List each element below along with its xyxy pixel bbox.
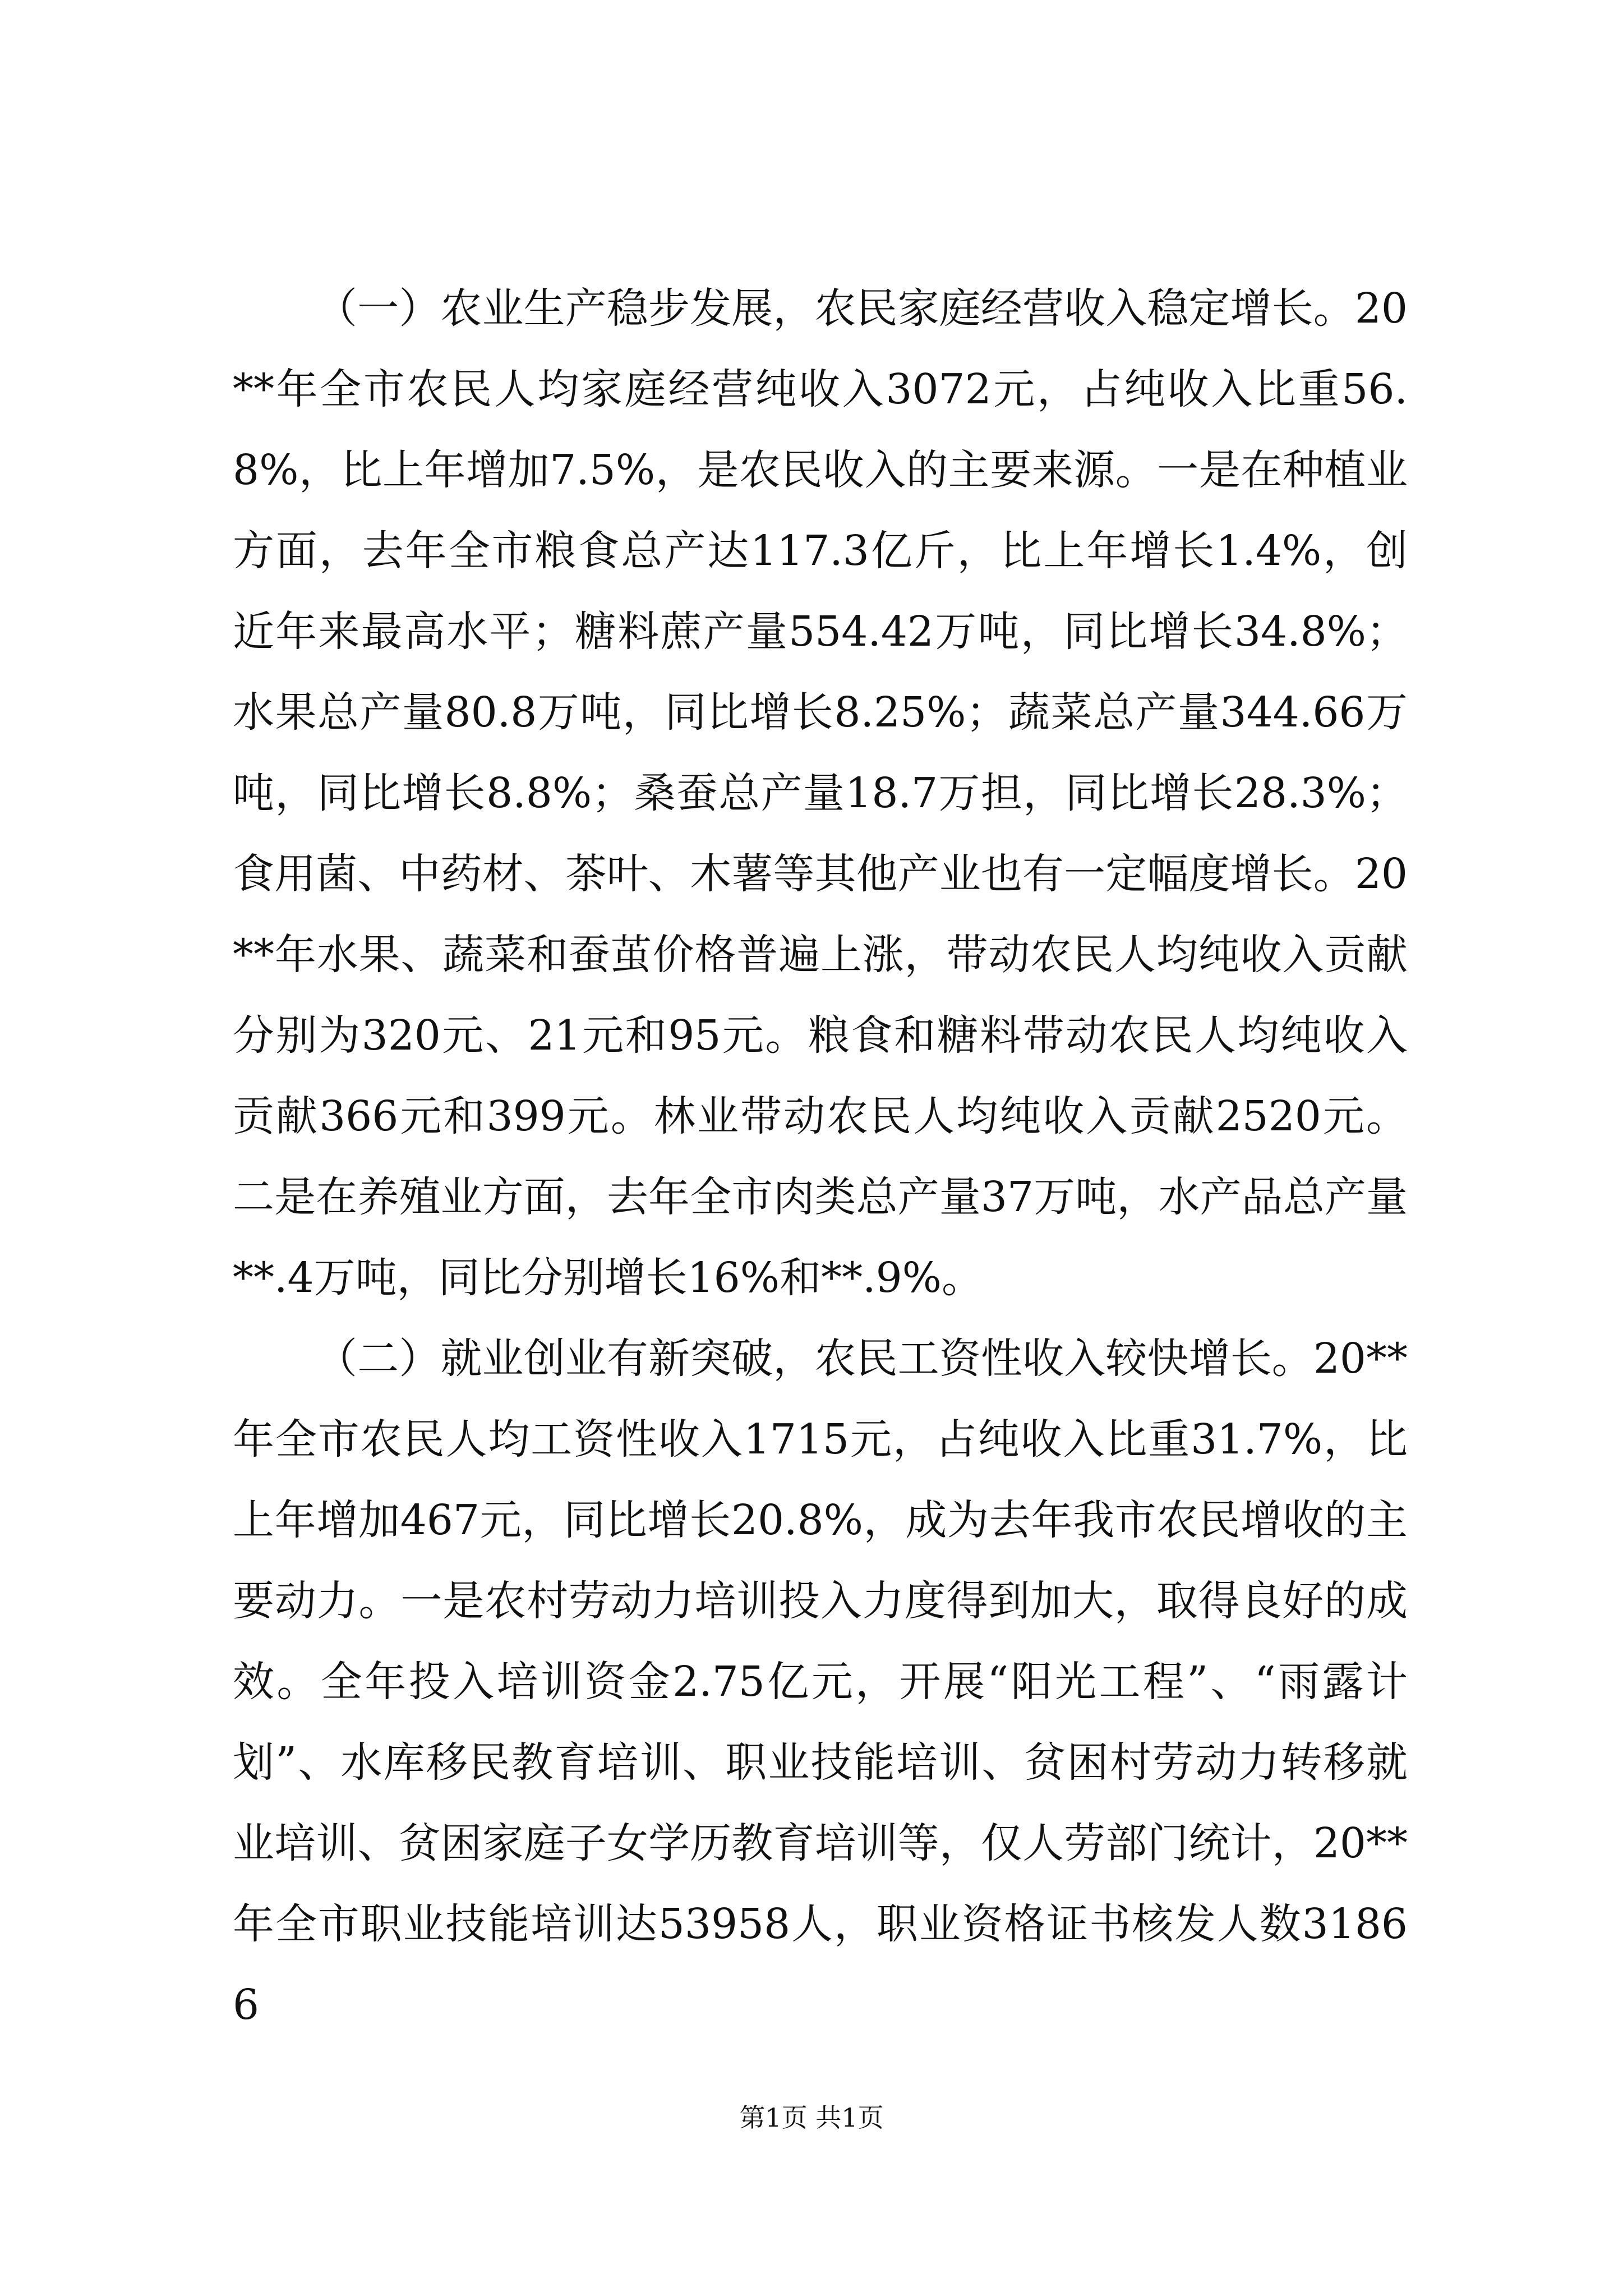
paragraph-agriculture: （一）农业生产稳步发展，农民家庭经营收入稳定增长。20**年全市农民人均家庭经营纯收入3072元，占纯收入比重56.8%，比上年增加7.5%，是农民收入的主要来源。一是在种植业方面，去年全市粮食总产达117.3亿斤，比上年增长1.4%，创近年来最高水平；糖料蔗产量554.42万吨，同比增长34.8%；水果总产量80.8万吨，同比增长8.25%；蔬菜总产量344.66万吨，同比增长8.8%；桑蚕总产量18.7万担，同比增长28.3%；食用菌、中药材、茶叶、木薯等其他产业也有一定幅度增长。20**年水果、蔬菜和蚕茧价格普遍上涨，带动农民人均纯收入贡献分别为320元、21元和95元。粮食和糖料带动农民人均纯收入贡献366元和399元。林业带动农民人均纯收入贡献2520元。二是在养殖业方面，去年全市肉类总产量37万吨，水产品总产量**.4万吨，同比分别增长16%和**.9%。 bbox=[233, 284, 1408, 1302]
page-footer: 第1页 共1页 bbox=[739, 2102, 884, 2133]
paragraph-employment: （二）就业创业有新突破，农民工资性收入较快增长。20**年全市农民人均工资性收入1715元，占纯收入比重31.7%，比上年增加467元，同比增长20.8%，成为去年我市农民增收的主要动力。一是农村劳动力培训投入力度得到加大，取得良好的成效。全年投入培训资金2.75亿元，开展“阳光工程”、“雨露计划”、水库移民教育培训、职业技能培训、贫困村劳动力转移就业培训、贫困家庭子女学历教育培训等，仅人劳部门统计，20**年全市职业技能培训达53958人，职业资格证书核发人数31866 bbox=[233, 1335, 1408, 2029]
document-body bbox=[233, 268, 1408, 2045]
